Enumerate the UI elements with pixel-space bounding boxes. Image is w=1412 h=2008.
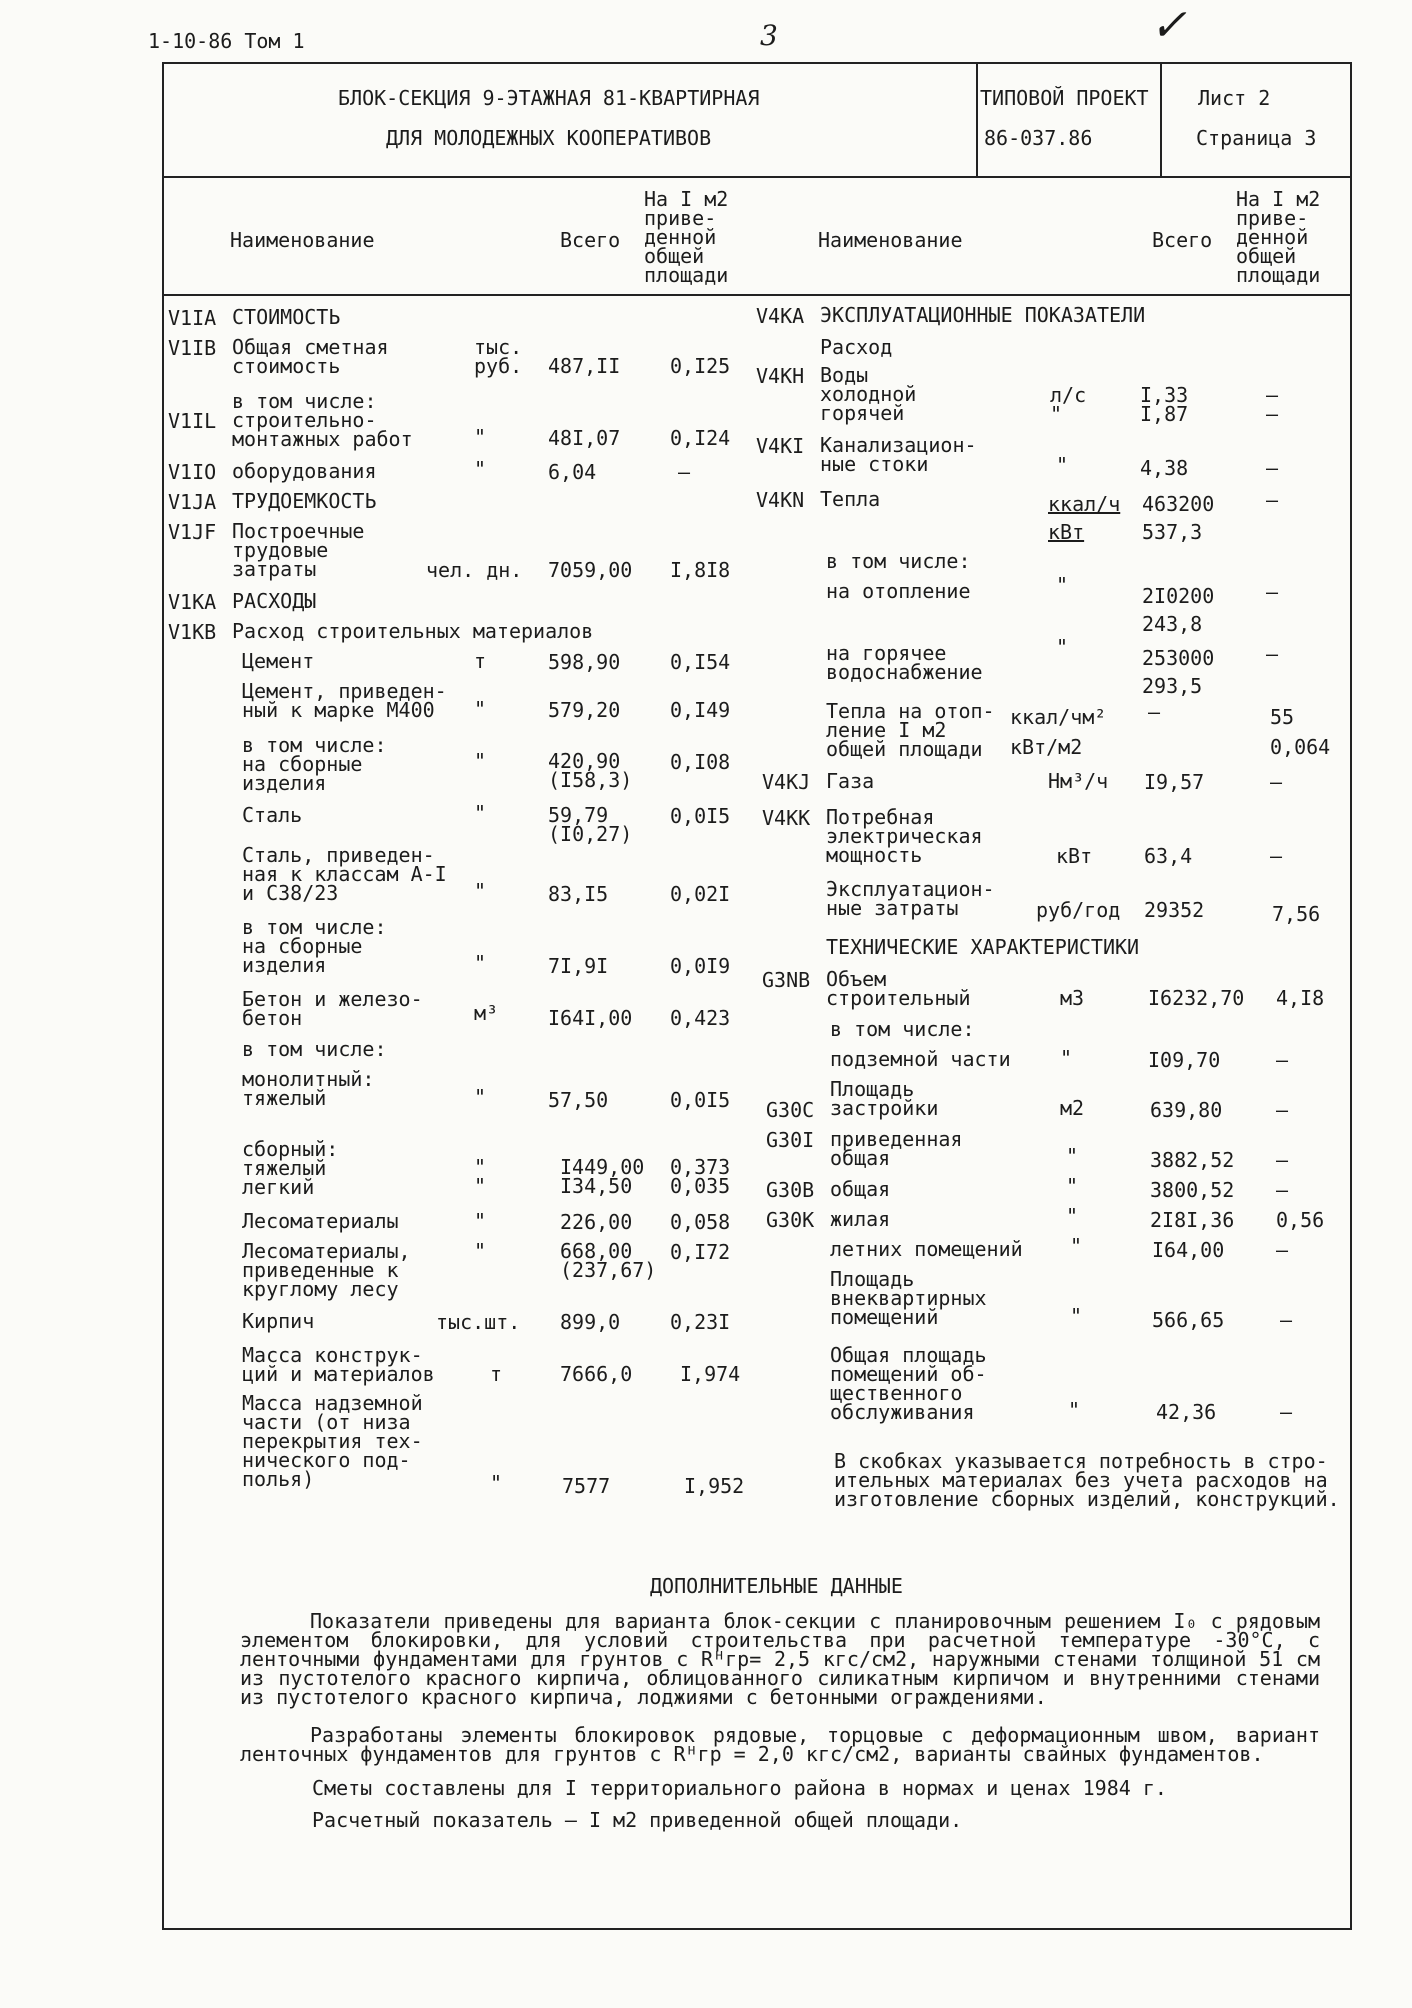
left-row-unit: т bbox=[474, 649, 487, 673]
left-row-unit: м³ bbox=[474, 1001, 499, 1025]
left-row-total: 59,79 (I0,27) bbox=[548, 803, 633, 846]
left-row-per-m2: I,974 bbox=[680, 1362, 741, 1386]
right-header-name: Наименование bbox=[818, 228, 963, 252]
right-row-name: в том числе: bbox=[830, 1017, 975, 1041]
left-row-name: ТРУДОЕМКОСТЬ bbox=[232, 489, 377, 513]
right-row-code: G30K bbox=[766, 1208, 815, 1232]
right-row-name: Тепла на отоп- ление I м2 общей площади bbox=[826, 699, 995, 761]
right-row-per-m2: – bbox=[1266, 642, 1279, 666]
right-row-unit: м2 bbox=[1060, 1096, 1085, 1120]
extra-paragraph-2: Разработаны элементы блокировок рядовые, торцовые с деформационным швом, вариант ленточных фундаментов для грунтов с Rᴴгр = 2,0 кгс/см2, варианты свайных фундаментов. bbox=[240, 1723, 1320, 1766]
right-row-per-m2: – bbox=[1270, 844, 1283, 868]
right-row-unit: ккал/ч кВт bbox=[1048, 492, 1121, 544]
left-row-per-m2: I,952 bbox=[684, 1474, 745, 1498]
left-row-code: V1KA bbox=[168, 590, 217, 614]
right-row-unit: л/с " bbox=[1050, 383, 1087, 426]
right-row-name: ЭКСПЛУАТАЦИОННЫЕ ПОКАЗАТЕЛИ bbox=[820, 303, 1146, 327]
right-row-code: V4KJ bbox=[762, 770, 811, 794]
left-row-unit: " bbox=[474, 1239, 487, 1263]
left-row-per-m2: 0,058 bbox=[670, 1210, 731, 1234]
right-row-total: 29352 bbox=[1144, 898, 1205, 922]
left-row-name: Бетон и железо- бетон bbox=[242, 987, 423, 1030]
left-row-per-m2: 0,I72 bbox=[670, 1240, 731, 1264]
right-row-code: V4KN bbox=[756, 488, 805, 512]
right-row-name: подземной части bbox=[830, 1047, 1011, 1071]
left-row-total: 668,00 (237,67) bbox=[560, 1239, 657, 1282]
left-row-code: V1IA bbox=[168, 306, 217, 330]
extra-paragraph-1: Показатели приведены для варианта блок-секции с планировочным решением I₀ с рядовым элементом блокировки, для условий строительства при расчетной температуре -30°С, с ленточными фундаментами для грунтов с Rᴴгр= 2,5 кгс/см2, наружными стенами толщиной 51 см из пустотелого красного кирпича, облицованного силикатным кирпичом и внутренними стенами из пустотелого красного кирпича, лоджиями с бетонными ограждениями. bbox=[240, 1609, 1320, 1709]
left-row-per-m2: 0,I25 bbox=[670, 354, 731, 378]
right-row-per-m2: – bbox=[1266, 456, 1279, 480]
right-row-name: Газа bbox=[826, 769, 875, 793]
right-row-total: I6232,70 bbox=[1148, 986, 1245, 1010]
left-row-name: СТОИМОСТЬ bbox=[232, 305, 341, 329]
right-row-name: летних помещений bbox=[830, 1237, 1023, 1261]
right-row-name: жилая bbox=[830, 1207, 891, 1231]
left-row-per-m2: 0,0I5 bbox=[670, 804, 731, 828]
left-row-name: Расход строительных материалов bbox=[232, 619, 594, 643]
left-header-per-m2: На I м2 приве- денной общей площади bbox=[644, 187, 729, 287]
right-row-per-m2: – bbox=[1276, 1148, 1289, 1172]
right-row-per-m2: – bbox=[1266, 488, 1279, 512]
project-label: ТИПОВОЙ ПРОЕКТ bbox=[980, 86, 1149, 110]
extra-paragraph-3: Сметы составлены для I территориального района в нормах и ценах 1984 г. bbox=[312, 1776, 1167, 1800]
left-row-total: 899,0 bbox=[560, 1310, 621, 1334]
right-row-code: V4KK bbox=[762, 806, 811, 830]
right-row-unit: " bbox=[1060, 1046, 1073, 1070]
left-row-per-m2: 0,02I bbox=[670, 882, 731, 906]
right-row-total: I9,57 bbox=[1144, 770, 1205, 794]
right-row-total: 253000 293,5 bbox=[1142, 646, 1215, 698]
brackets-note: В скобках указывается потребность в стро- ительных материалах без учета расходов на изготовление сборных изделий, конструкций. bbox=[834, 1449, 1340, 1511]
left-row-total: 487,II bbox=[548, 354, 621, 378]
right-row-per-m2: – bbox=[1280, 1400, 1293, 1424]
left-row-name: Построечные трудовые затраты bbox=[232, 519, 365, 581]
right-row-total: 42,36 bbox=[1156, 1400, 1217, 1424]
right-row-name: Общая площадь помещений об- щественного обслуживания bbox=[830, 1343, 987, 1424]
right-row-name: общая bbox=[830, 1177, 891, 1201]
right-row-per-m2: 0,56 bbox=[1276, 1208, 1325, 1232]
right-row-unit: " bbox=[1070, 1304, 1083, 1328]
left-row-total: 420,90 (I58,3) bbox=[548, 749, 633, 792]
right-row-total: 3800,52 bbox=[1150, 1178, 1235, 1202]
left-row-unit: " bbox=[474, 457, 487, 481]
left-row-unit: чел. дн. bbox=[426, 558, 523, 582]
right-row-name: Канализацион- ные стоки bbox=[820, 433, 977, 476]
right-row-per-m2: – bbox=[1270, 770, 1283, 794]
left-row-name: Сталь bbox=[242, 803, 303, 827]
right-row-total: 2I0200 243,8 bbox=[1142, 584, 1215, 636]
right-row-unit: " bbox=[1056, 635, 1069, 659]
left-row-per-m2: – bbox=[678, 460, 691, 484]
left-row-name: Кирпич bbox=[242, 1309, 315, 1333]
right-row-unit: " bbox=[1068, 1398, 1081, 1422]
sheet-label: Лист 2 bbox=[1198, 86, 1271, 110]
right-row-code: G30C bbox=[766, 1098, 815, 1122]
left-row-unit: тыс.шт. bbox=[436, 1310, 521, 1334]
left-row-code: V1JA bbox=[168, 490, 217, 514]
right-row-total: I,33 I,87 bbox=[1140, 383, 1189, 426]
left-row-unit: т bbox=[490, 1362, 503, 1386]
left-row-name: в том числе: на сборные изделия bbox=[242, 733, 387, 795]
left-row-name: монолитный: тяжелый bbox=[242, 1067, 375, 1110]
left-row-name: Цемент, приведен- ный к марке М400 bbox=[242, 679, 447, 722]
left-row-code: V1KB bbox=[168, 620, 217, 644]
left-row-name: Лесоматериалы bbox=[242, 1209, 399, 1233]
stamp-divider-2 bbox=[1160, 62, 1162, 176]
right-row-name: ТЕХНИЧЕСКИЕ ХАРАКТЕРИСТИКИ bbox=[826, 935, 1140, 959]
stamp-divider-1 bbox=[976, 62, 978, 176]
right-row-code: V4KH bbox=[756, 364, 805, 388]
right-row-code: G30B bbox=[766, 1178, 815, 1202]
right-row-code: G30I bbox=[766, 1128, 815, 1152]
right-row-per-m2: – bbox=[1276, 1098, 1289, 1122]
right-row-name: Площадь внеквартирных помещений bbox=[830, 1267, 987, 1329]
right-row-total: – bbox=[1148, 700, 1161, 724]
left-row-per-m2: 0,23I bbox=[670, 1310, 731, 1334]
check-mark: ✓ bbox=[1150, 0, 1187, 51]
left-header-name: Наименование bbox=[230, 228, 375, 252]
stamp-title-line1: БЛОК-СЕКЦИЯ 9-ЭТАЖНАЯ 81-КВАРТИРНАЯ bbox=[338, 86, 760, 110]
right-row-total: 463200 537,3 bbox=[1142, 492, 1215, 544]
left-row-per-m2: 0,I54 bbox=[670, 650, 731, 674]
left-row-name: в том числе: на сборные изделия bbox=[242, 915, 387, 977]
left-row-name: Масса конструк- ций и материалов bbox=[242, 1343, 435, 1386]
right-row-unit: ккал/чм² кВт/м2 bbox=[1010, 705, 1107, 759]
left-row-code: V1JF bbox=[168, 520, 217, 544]
extra-heading: ДОПОЛНИТЕЛЬНЫЕ ДАННЫЕ bbox=[650, 1574, 903, 1598]
right-row-total: 566,65 bbox=[1152, 1308, 1225, 1332]
left-row-name: РАСХОДЫ bbox=[232, 589, 317, 613]
right-row-total: 3882,52 bbox=[1150, 1148, 1235, 1172]
right-row-name: Площадь застройки bbox=[830, 1077, 939, 1120]
right-row-code: V4KI bbox=[756, 434, 805, 458]
left-row-total: 6,04 bbox=[548, 460, 597, 484]
right-row-per-m2: – bbox=[1276, 1178, 1289, 1202]
left-row-per-m2: 0,0I9 bbox=[670, 954, 731, 978]
right-row-per-m2: – bbox=[1280, 1308, 1293, 1332]
left-row-total: I449,00 I34,50 bbox=[560, 1155, 645, 1198]
left-row-per-m2: 0,I24 bbox=[670, 426, 731, 450]
right-row-name: Потребная электрическая мощность bbox=[826, 805, 983, 867]
left-row-unit: " bbox=[474, 697, 487, 721]
left-row-unit: " bbox=[474, 1209, 487, 1233]
right-row-name: приведенная общая bbox=[830, 1127, 963, 1170]
left-row-code: V1IL bbox=[168, 409, 217, 433]
right-row-unit: " bbox=[1066, 1204, 1079, 1228]
right-header-per-m2: На I м2 приве- денной общей площади bbox=[1236, 187, 1321, 287]
left-row-name: Общая сметная стоимость bbox=[232, 335, 389, 378]
table-header-rule bbox=[162, 294, 1352, 296]
right-row-per-m2: – bbox=[1266, 580, 1279, 604]
right-row-per-m2: 7,56 bbox=[1272, 902, 1321, 926]
left-row-total: 598,90 bbox=[548, 650, 621, 674]
left-row-per-m2: 0,423 bbox=[670, 1006, 731, 1030]
left-row-total: 57,50 bbox=[548, 1088, 609, 1112]
right-row-total: I09,70 bbox=[1148, 1048, 1221, 1072]
right-row-unit: руб/год bbox=[1036, 898, 1121, 922]
right-row-name: Эксплуатацион- ные затраты bbox=[826, 877, 995, 920]
right-header-total: Всего bbox=[1152, 228, 1213, 252]
right-row-total: I64,00 bbox=[1152, 1238, 1225, 1262]
left-row-per-m2: 0,0I5 bbox=[670, 1088, 731, 1112]
left-row-total: 7577 bbox=[562, 1474, 611, 1498]
left-row-unit: " bbox=[474, 749, 487, 773]
left-row-name: Цемент bbox=[242, 649, 315, 673]
right-row-per-m2: – bbox=[1276, 1238, 1289, 1262]
left-row-total: 83,I5 bbox=[548, 882, 609, 906]
right-row-unit: Нм³/ч bbox=[1048, 769, 1109, 793]
left-row-name: в том числе: строительно- монтажных работ bbox=[232, 389, 413, 451]
right-row-total: 639,80 bbox=[1150, 1098, 1223, 1122]
right-row-per-m2: – – bbox=[1266, 383, 1279, 426]
left-row-total: 7I,9I bbox=[548, 954, 609, 978]
left-row-code: V1IO bbox=[168, 460, 217, 484]
right-row-unit: кВт bbox=[1056, 844, 1093, 868]
left-row-unit: " bbox=[474, 801, 487, 825]
left-row-total: 7666,0 bbox=[560, 1362, 633, 1386]
left-row-name: Сталь, приведен- ная к классам А-I и С38/23 bbox=[242, 843, 447, 905]
left-row-total: 7059,00 bbox=[548, 558, 633, 582]
right-row-per-m2: 4,I8 bbox=[1276, 986, 1325, 1010]
left-row-total: 226,00 bbox=[560, 1210, 633, 1234]
extra-paragraph-4: Расчетный показатель – I м2 приведенной общей площади. bbox=[312, 1808, 963, 1832]
right-row-unit: " bbox=[1066, 1174, 1079, 1198]
left-row-code: V1IB bbox=[168, 336, 217, 360]
left-row-per-m2: 0,I08 bbox=[670, 750, 731, 774]
left-row-unit: " bbox=[474, 425, 487, 449]
left-row-name: сборный: тяжелый легкий bbox=[242, 1137, 339, 1199]
right-row-name: Расход bbox=[820, 335, 893, 359]
right-row-name: Воды холодной горячей bbox=[820, 363, 917, 425]
right-row-unit: " bbox=[1056, 573, 1069, 597]
right-row-name: Тепла bbox=[820, 487, 881, 511]
page-number-handwritten: 3 bbox=[760, 19, 778, 52]
left-row-name: Масса надземной части (от низа перекрытия тех- нического под- полья) bbox=[242, 1391, 423, 1491]
right-row-name: Объем строительный bbox=[826, 967, 971, 1010]
left-row-total: I64I,00 bbox=[548, 1006, 633, 1030]
left-row-per-m2: 0,I49 bbox=[670, 698, 731, 722]
stamp-bottom-rule bbox=[162, 176, 1352, 178]
right-row-total: 4,38 bbox=[1140, 456, 1189, 480]
page-label: Страница 3 bbox=[1196, 126, 1317, 150]
left-row-unit: " bbox=[474, 879, 487, 903]
left-row-unit: тыс. руб. bbox=[474, 335, 523, 378]
left-header-total: Всего bbox=[560, 228, 621, 252]
right-row-total: 2I8I,36 bbox=[1150, 1208, 1235, 1232]
right-row-total: 63,4 bbox=[1144, 844, 1193, 868]
project-number: 86-037.86 bbox=[984, 126, 1093, 150]
left-row-name: Лесоматериалы, приведенные к круглому лесу bbox=[242, 1239, 411, 1301]
left-row-total: 48I,07 bbox=[548, 426, 621, 450]
right-row-name: на горячее водоснабжение bbox=[826, 641, 983, 684]
stamp-title-line2: ДЛЯ МОЛОДЕЖНЫХ КООПЕРАТИВОВ bbox=[386, 126, 712, 150]
left-row-unit: " bbox=[474, 1085, 487, 1109]
left-row-unit: " bbox=[490, 1471, 503, 1495]
left-row-unit: " bbox=[474, 951, 487, 975]
left-row-unit: " " bbox=[474, 1155, 487, 1198]
left-row-name: оборудования bbox=[232, 459, 377, 483]
document-reference: 1-10-86 Том 1 bbox=[148, 29, 305, 53]
left-row-total: 579,20 bbox=[548, 698, 621, 722]
right-row-per-m2: – bbox=[1276, 1048, 1289, 1072]
right-row-name: на отопление bbox=[826, 579, 971, 603]
right-row-unit: " bbox=[1056, 453, 1069, 477]
right-row-unit: " bbox=[1070, 1234, 1083, 1258]
right-row-per-m2: 55 0,064 bbox=[1270, 705, 1331, 759]
right-row-unit: м3 bbox=[1060, 986, 1085, 1010]
right-row-code: V4KA bbox=[756, 304, 805, 328]
right-row-unit: " bbox=[1066, 1144, 1079, 1168]
right-row-name: в том числе: bbox=[826, 549, 971, 573]
right-row-code: G3NB bbox=[762, 968, 811, 992]
left-row-name: в том числе: bbox=[242, 1037, 387, 1061]
left-row-per-m2: I,8I8 bbox=[670, 558, 731, 582]
left-row-per-m2: 0,373 0,035 bbox=[670, 1155, 731, 1198]
